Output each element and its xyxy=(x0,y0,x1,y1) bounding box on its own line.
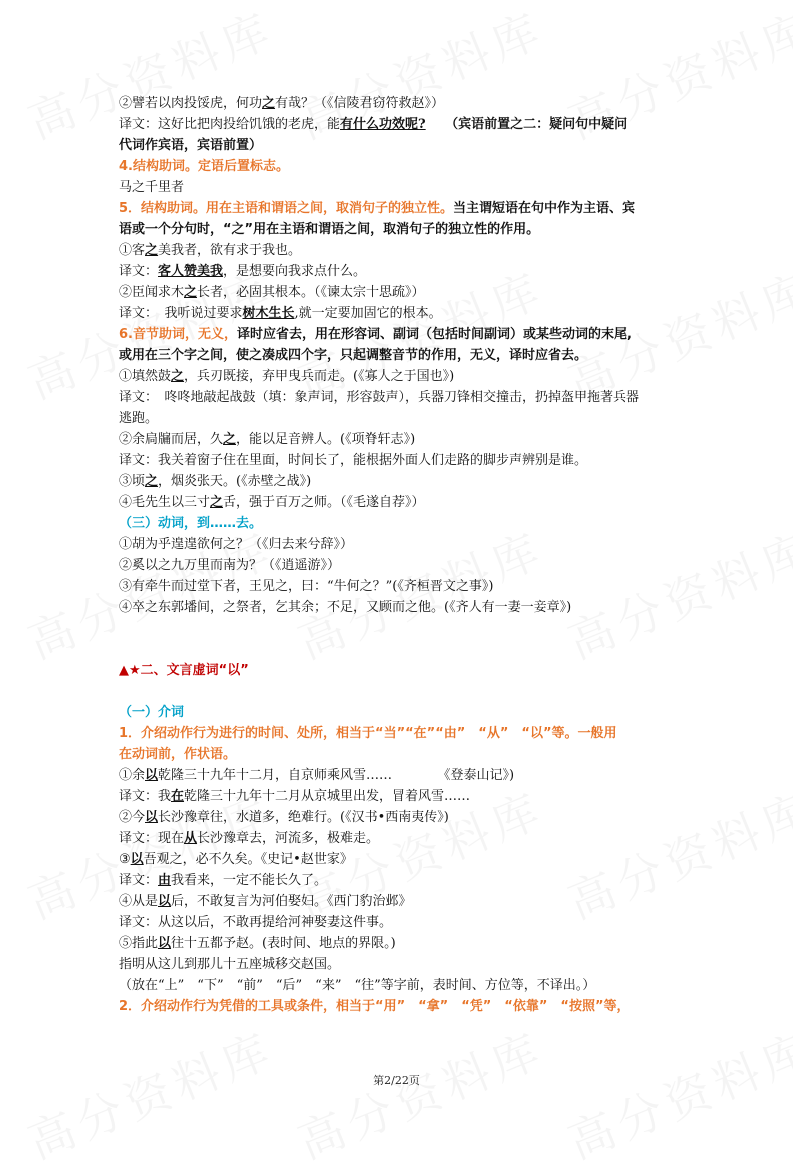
text-run: ，能以足音辨人。(《项脊轩志》) xyxy=(236,432,416,447)
text-run: ①胡为乎遑遑欲何之？（《归去来兮辞》） xyxy=(119,537,354,552)
text-run: ②譬若以肉投馁虎，何功 xyxy=(119,96,263,111)
text-line xyxy=(119,282,679,303)
text-run: ▲★二、文言虚词“以” xyxy=(119,663,249,678)
text-run: 译文：这好比把肉投给饥饿的老虎，能 xyxy=(119,117,341,132)
text-line xyxy=(119,828,679,849)
text-run: ，兵刃既接，弃甲曳兵而走。(《寡人之于国也》) xyxy=(184,369,455,384)
text-line xyxy=(119,93,679,114)
text-line xyxy=(119,366,679,387)
emphasized-text: 之 xyxy=(145,474,159,489)
text-line xyxy=(119,408,679,429)
text-run: 2．介绍动作行为凭借的工具或条件，相当于“用” “拿” “凭” “依靠” “按照”等， xyxy=(119,999,630,1014)
text-run: ③ xyxy=(119,852,131,867)
text-line xyxy=(119,954,679,975)
text-run: 舌，强于百万之师。（《毛遂自荐》） xyxy=(223,495,425,510)
text-run: 美我者，欲有求于我也。 xyxy=(158,243,302,258)
emphasized-text: 之 xyxy=(223,432,237,447)
emphasized-text: 由 xyxy=(158,873,172,888)
emphasized-text: 之 xyxy=(171,369,185,384)
text-line xyxy=(119,429,679,450)
text-run: 吾观之，必不久矣。《史记•赵世家》 xyxy=(143,852,353,867)
watermark xyxy=(287,1014,553,1172)
text-line xyxy=(119,177,679,198)
text-run: 语或一个分句时，“之”用在主语和谓语之间，取消句子的独立性的作用。 xyxy=(119,222,540,237)
text-line xyxy=(119,534,679,555)
text-line xyxy=(119,576,679,597)
emphasized-text: 有什么功效呢? xyxy=(340,117,426,132)
text-run: 代词作宾语，宾语前置） xyxy=(119,138,263,153)
text-run: ①客 xyxy=(119,243,146,258)
text-line xyxy=(119,450,679,471)
text-run: 长沙豫章往，水道多，绝难行。(《汉书•西南夷传》) xyxy=(158,810,449,825)
emphasized-text: 在 xyxy=(171,789,185,804)
text-run: 后，不敢复言为河伯娶妇。《西门豹治邺》 xyxy=(171,894,412,909)
text-run: 当主谓短语在句中作为主语、宾 xyxy=(453,201,636,216)
text-line xyxy=(119,597,679,618)
text-line xyxy=(119,702,679,723)
emphasized-text: 之 xyxy=(184,285,198,300)
text-line xyxy=(119,912,679,933)
text-run: 长沙豫章去，河流多，极难走。 xyxy=(197,831,380,846)
text-line xyxy=(119,849,679,870)
text-line xyxy=(119,324,679,345)
text-line xyxy=(119,807,679,828)
text-run: 译文： 咚咚地敲起战鼓（填：象声词，形容鼓声），兵器刀锋相交撞击，扔掉盔甲拖著兵器 xyxy=(119,390,640,405)
text-run: 马之千里者 xyxy=(119,180,185,195)
emphasized-text: 之 xyxy=(210,495,224,510)
text-line xyxy=(119,870,679,891)
watermark xyxy=(17,1014,283,1172)
text-line xyxy=(119,933,679,954)
text-line xyxy=(119,261,679,282)
text-line xyxy=(119,723,679,744)
text-run: ②今 xyxy=(119,810,146,825)
text-run: ②余扃牖而居，久 xyxy=(119,432,224,447)
text-line xyxy=(119,555,679,576)
text-run: 往十五都予赵。(表时间、地点的界限。) xyxy=(171,936,396,951)
text-run: 5．结构助词。用在主语和谓语之间，取消句子的独立性。 xyxy=(119,201,454,216)
text-line xyxy=(119,975,679,996)
blank-line xyxy=(119,681,679,702)
text-run: ③顷 xyxy=(119,474,146,489)
text-run: （一）介词 xyxy=(119,705,185,720)
text-run: 译文：我关着窗子住在里面，时间长了，能根据外面人们走路的脚步声辨别是谁。 xyxy=(119,453,588,468)
text-line xyxy=(119,114,679,135)
text-line xyxy=(119,198,679,219)
text-line xyxy=(119,513,679,534)
text-run: 4.结构助词。定语后置标志。 xyxy=(119,159,289,174)
text-run: 译时应省去，用在形容词、副词（包括时间副词）或某些动词的末尾, xyxy=(236,327,632,342)
text-run: 乾隆三十九年十二月，自京师乘风雪…… 《登泰山记》) xyxy=(158,768,515,783)
text-line xyxy=(119,219,679,240)
text-run: 译文：从这以后，不敢再提给河神娶妻这件事。 xyxy=(119,915,393,930)
text-run: 有哉？（《信陵君窃符救赵》） xyxy=(275,96,445,111)
text-run: ①填然鼓 xyxy=(119,369,172,384)
emphasized-text: 以 xyxy=(130,852,144,867)
text-run: 我看来，一定不能长久了。 xyxy=(171,873,328,888)
text-run: （放在“上” “下” “前” “后” “来” “往”等字前，表时间、方位等，不译出。） xyxy=(119,978,596,993)
text-line xyxy=(119,387,679,408)
text-run: 1．介绍动作行为进行的时间、处所，相当于“当”“在”“由” “从” “以”等。一般用 xyxy=(119,726,617,741)
emphasized-text: 之 xyxy=(262,96,276,111)
text-run: ②奚以之九万里而南为？（《逍遥游》） xyxy=(119,558,341,573)
text-run: 译文：我 xyxy=(119,789,172,804)
text-run: 在动词前，作状语。 xyxy=(119,747,237,762)
text-run: ，是想要向我求点什么。 xyxy=(223,264,367,279)
text-line xyxy=(119,891,679,912)
text-run: 指明从这儿到那儿十五座城移交赵国。 xyxy=(119,957,341,972)
text-run: ④毛先生以三寸 xyxy=(119,495,211,510)
emphasized-text: 以 xyxy=(145,768,159,783)
text-run: 逃跑。 xyxy=(119,411,159,426)
text-run: （宾语前置之二：疑问句中疑问 xyxy=(425,117,628,132)
text-line xyxy=(119,996,679,1017)
text-run: ④卒之东郭墦间，之祭者，乞其余；不足，又顾而之他。(《齐人有一妻一妾章》) xyxy=(119,600,572,615)
text-line xyxy=(119,765,679,786)
emphasized-text: 以 xyxy=(158,936,172,951)
text-run: ,就一定要加固它的根本。 xyxy=(294,306,442,321)
text-line xyxy=(119,786,679,807)
text-run: ④从是 xyxy=(119,894,159,909)
text-line xyxy=(119,156,679,177)
emphasized-text: 从 xyxy=(184,831,198,846)
blank-line xyxy=(119,618,679,639)
text-run: ，烟炎张天。(《赤壁之战》) xyxy=(158,474,312,489)
blank-line xyxy=(119,639,679,660)
text-line xyxy=(119,660,679,681)
text-run: ①余 xyxy=(119,768,146,783)
text-line xyxy=(119,492,679,513)
document-body xyxy=(119,93,679,1017)
emphasized-text: 树木生长 xyxy=(242,306,295,321)
text-line xyxy=(119,744,679,765)
text-run: （三）动词，到……去。 xyxy=(119,516,263,531)
text-run: 6.音节助词，无义， xyxy=(119,327,237,342)
text-run: ⑤指此 xyxy=(119,936,159,951)
text-run: 或用在三个字之间，使之凑成四个字，只起调整音节的作用，无义，译时应省去。 xyxy=(119,348,588,363)
text-run: 译文： xyxy=(119,264,159,279)
text-run: 译文： 我听说过要求 xyxy=(119,306,243,321)
text-run: 译文： xyxy=(119,873,159,888)
text-run: ③有牵牛而过堂下者，王见之，曰：“牛何之？”(《齐桓晋文之事》) xyxy=(119,579,494,594)
text-line xyxy=(119,471,679,492)
text-run: 乾隆三十九年十二月从京城里出发，冒着风雪…… xyxy=(184,789,471,804)
text-run: ②臣闻求木 xyxy=(119,285,185,300)
text-run: 长者，必固其根本。（《谏太宗十思疏》） xyxy=(197,285,425,300)
emphasized-text: 之 xyxy=(145,243,159,258)
watermark xyxy=(557,1014,793,1172)
page-number: 第2/22页 xyxy=(373,1074,420,1087)
text-run: 译文：现在 xyxy=(119,831,185,846)
emphasized-text: 以 xyxy=(158,894,172,909)
emphasized-text: 以 xyxy=(145,810,159,825)
text-line xyxy=(119,345,679,366)
text-line xyxy=(119,240,679,261)
text-line xyxy=(119,135,679,156)
emphasized-text: 客人赞美我 xyxy=(158,264,224,279)
text-line xyxy=(119,303,679,324)
